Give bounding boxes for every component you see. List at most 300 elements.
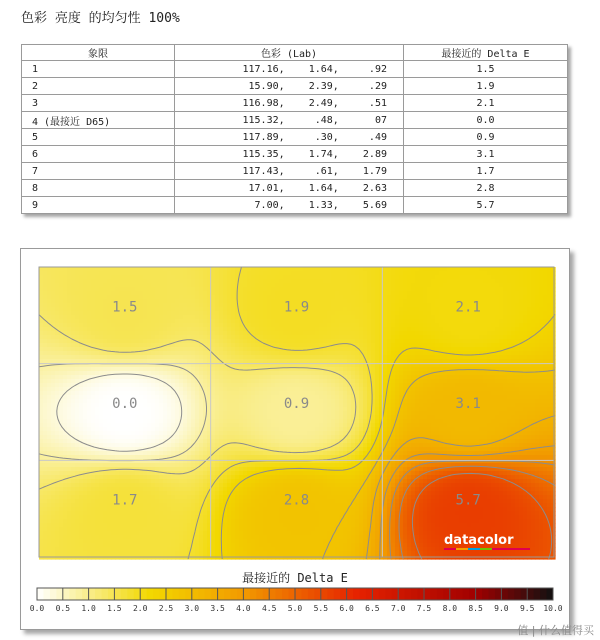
heat-cell <box>503 351 508 356</box>
heat-cell <box>395 331 400 336</box>
heat-cell <box>287 343 292 348</box>
heat-cell <box>399 391 404 396</box>
heat-cell <box>303 347 308 352</box>
heat-cell <box>435 343 440 348</box>
heat-cell <box>63 287 68 292</box>
heat-cell <box>455 339 460 344</box>
heat-cell <box>523 323 528 328</box>
heat-cell <box>499 287 504 292</box>
heat-cell <box>327 283 332 288</box>
heat-cell <box>299 291 304 296</box>
heat-cell <box>255 343 260 348</box>
heat-cell <box>247 387 252 392</box>
heat-cell <box>403 343 408 348</box>
heat-cell <box>415 283 420 288</box>
heat-cell <box>111 347 116 352</box>
heat-cell <box>319 371 324 376</box>
heat-cell <box>163 307 168 312</box>
heat-cell <box>135 331 140 336</box>
heat-cell <box>119 319 124 324</box>
heat-cell <box>323 327 328 332</box>
heat-cell <box>347 319 352 324</box>
heat-cell <box>51 359 56 364</box>
heat-cell <box>327 351 332 356</box>
heat-cell <box>199 403 204 408</box>
heat-cell <box>335 319 340 324</box>
heat-cell <box>451 355 456 360</box>
heat-cell <box>123 331 128 336</box>
heat-cell <box>175 419 180 424</box>
heat-cell <box>411 299 416 304</box>
heat-cell <box>451 339 456 344</box>
heat-cell <box>243 275 248 280</box>
heat-cell <box>139 323 144 328</box>
table-row <box>22 78 568 95</box>
heat-cell <box>339 407 344 412</box>
heat-cell <box>151 371 156 376</box>
heat-cell <box>471 391 476 396</box>
heat-cell <box>267 367 272 372</box>
heat-cell <box>351 323 356 328</box>
heat-cell <box>359 283 364 288</box>
heat-cell <box>443 339 448 344</box>
heat-cell <box>479 335 484 340</box>
heat-cell <box>467 383 472 388</box>
heat-cell <box>499 375 504 380</box>
heat-cell <box>447 267 452 272</box>
heat-cell <box>59 283 64 288</box>
heat-cell <box>315 323 320 328</box>
heat-cell <box>515 399 520 404</box>
heat-cell <box>183 279 188 284</box>
heat-cell <box>463 339 468 344</box>
heat-cell <box>123 327 128 332</box>
heat-cell <box>355 375 360 380</box>
heat-cell <box>231 379 236 384</box>
heat-cell <box>431 415 436 420</box>
heat-cell <box>419 343 424 348</box>
heat-cell <box>335 391 340 396</box>
heat-cell <box>327 403 332 408</box>
heat-cell <box>175 275 180 280</box>
heat-cell <box>287 287 292 292</box>
heat-cell <box>255 299 260 304</box>
heat-cell <box>183 307 188 312</box>
heat-cell <box>379 375 384 380</box>
heat-cell <box>263 311 268 316</box>
heat-cell <box>363 391 368 396</box>
heat-cell <box>51 295 56 300</box>
heat-cell <box>107 335 112 340</box>
heat-cell <box>331 299 336 304</box>
heat-cell <box>363 323 368 328</box>
heat-cell <box>211 387 216 392</box>
heat-cell <box>383 291 388 296</box>
heat-cell <box>511 315 516 320</box>
heat-cell <box>515 299 520 304</box>
heat-cell <box>331 283 336 288</box>
heat-cell <box>227 287 232 292</box>
heat-cell <box>519 375 524 380</box>
heat-cell <box>455 391 460 396</box>
heat-cell <box>211 411 216 416</box>
heat-cell <box>103 355 108 360</box>
heat-cell <box>375 347 380 352</box>
heat-cell <box>343 383 348 388</box>
heat-cell <box>539 287 544 292</box>
heat-cell <box>271 331 276 336</box>
heat-cell <box>107 367 112 372</box>
heat-cell <box>263 355 268 360</box>
heat-cell <box>315 379 320 384</box>
heat-cell <box>371 299 376 304</box>
heat-cell <box>507 279 512 284</box>
heat-cell <box>179 275 184 280</box>
heat-cell <box>111 271 116 276</box>
heat-cell <box>479 343 484 348</box>
heat-cell <box>511 267 516 272</box>
heat-cell <box>255 327 260 332</box>
heat-cell <box>447 295 452 300</box>
heat-cell <box>331 335 336 340</box>
heat-cell <box>327 331 332 336</box>
heat-cell <box>271 407 276 412</box>
heat-cell <box>307 279 312 284</box>
heat-cell <box>155 367 160 372</box>
heat-cell <box>263 383 268 388</box>
heat-cell <box>71 351 76 356</box>
heat-cell <box>547 295 552 300</box>
heat-cell <box>503 387 508 392</box>
heat-cell <box>167 391 172 396</box>
heat-cell <box>119 391 124 396</box>
heat-cell <box>359 319 364 324</box>
heat-cell <box>107 307 112 312</box>
heat-cell <box>147 379 152 384</box>
heat-cell <box>379 287 384 292</box>
heat-cell <box>251 283 256 288</box>
heat-cell <box>83 331 88 336</box>
heat-cell <box>399 375 404 380</box>
heat-cell <box>75 415 80 420</box>
heat-cell <box>343 279 348 284</box>
heat-cell <box>211 287 216 292</box>
heat-cell <box>515 339 520 344</box>
heat-cell <box>439 399 444 404</box>
heat-cell <box>491 323 496 328</box>
heat-cell <box>495 415 500 420</box>
heat-cell <box>495 299 500 304</box>
heat-cell <box>339 291 344 296</box>
heat-cell <box>175 347 180 352</box>
heat-cell <box>499 279 504 284</box>
heat-cell <box>99 387 104 392</box>
heat-cell <box>55 319 60 324</box>
heat-cell <box>423 331 428 336</box>
heat-cell <box>259 271 264 276</box>
heat-cell <box>107 319 112 324</box>
heat-cell <box>351 315 356 320</box>
heat-cell <box>371 335 376 340</box>
heat-cell <box>543 295 548 300</box>
heat-cell <box>463 287 468 292</box>
heat-cell <box>195 351 200 356</box>
heat-cell <box>479 319 484 324</box>
heat-cell <box>535 359 540 364</box>
heat-cell <box>499 331 504 336</box>
heat-cell <box>215 279 220 284</box>
heat-cell <box>247 379 252 384</box>
heat-cell <box>263 287 268 292</box>
heat-cell <box>215 307 220 312</box>
heat-cell <box>39 391 44 396</box>
heat-cell <box>51 387 56 392</box>
heat-cell <box>111 315 116 320</box>
cell-delta-e: 2.8 <box>404 180 568 197</box>
heat-cell <box>91 371 96 376</box>
heat-cell <box>431 359 436 364</box>
heat-cell <box>103 343 108 348</box>
heat-cell <box>411 267 416 272</box>
heat-cell <box>247 343 252 348</box>
heat-cell <box>99 327 104 332</box>
heat-cell <box>395 347 400 352</box>
heat-cell <box>255 379 260 384</box>
heat-cell <box>243 387 248 392</box>
heat-cell <box>223 367 228 372</box>
heat-cell <box>407 355 412 360</box>
heat-cell <box>67 371 72 376</box>
heat-cell <box>299 287 304 292</box>
heat-cell <box>235 391 240 396</box>
heat-cell <box>483 331 488 336</box>
heat-cell <box>163 271 168 276</box>
heat-cell <box>371 275 376 280</box>
heat-cell <box>223 275 228 280</box>
heat-cell <box>527 375 532 380</box>
heat-cell <box>363 403 368 408</box>
heat-cell <box>195 331 200 336</box>
heat-cell <box>219 283 224 288</box>
heat-cell <box>271 327 276 332</box>
heat-cell <box>223 283 228 288</box>
heat-cell <box>271 299 276 304</box>
heat-cell <box>163 327 168 332</box>
heat-cell <box>395 335 400 340</box>
heat-cell <box>411 399 416 404</box>
heat-cell <box>371 291 376 296</box>
heat-cell <box>503 283 508 288</box>
heat-cell <box>227 391 232 396</box>
heat-cell <box>467 355 472 360</box>
heat-cell <box>187 391 192 396</box>
heat-cell <box>95 279 100 284</box>
heat-cell <box>407 283 412 288</box>
heat-cell <box>371 319 376 324</box>
heat-cell <box>287 383 292 388</box>
heat-cell <box>491 335 496 340</box>
heat-cell <box>411 315 416 320</box>
heat-cell <box>423 271 428 276</box>
heat-cell <box>527 351 532 356</box>
heat-cell <box>539 311 544 316</box>
heat-cell <box>499 267 504 272</box>
heat-cell <box>291 339 296 344</box>
heat-cell <box>451 283 456 288</box>
heat-cell <box>407 319 412 324</box>
heat-cell <box>223 387 228 392</box>
heat-cell <box>355 395 360 400</box>
heat-cell <box>239 327 244 332</box>
heat-cell <box>267 407 272 412</box>
heat-cell <box>419 307 424 312</box>
heat-cell <box>275 271 280 276</box>
heat-cell <box>63 407 68 412</box>
heat-cell <box>483 343 488 348</box>
heat-cell <box>223 399 228 404</box>
heat-cell <box>211 367 216 372</box>
heat-cell <box>283 271 288 276</box>
heat-cell <box>319 351 324 356</box>
heat-cell <box>163 299 168 304</box>
heat-cell <box>115 367 120 372</box>
heat-cell <box>39 307 44 312</box>
heat-cell <box>487 343 492 348</box>
heat-cell <box>439 355 444 360</box>
heat-cell <box>527 399 532 404</box>
heat-cell <box>75 311 80 316</box>
heat-cell <box>107 415 112 420</box>
table-row <box>22 129 568 146</box>
heat-cell <box>335 331 340 336</box>
heat-cell <box>171 407 176 412</box>
heat-cell <box>427 315 432 320</box>
heat-cell <box>67 323 72 328</box>
heat-cell <box>323 323 328 328</box>
heat-cell <box>43 303 48 308</box>
heat-cell <box>327 319 332 324</box>
cell-delta-e: 3.1 <box>404 146 568 163</box>
heat-cell <box>447 415 452 420</box>
heat-cell <box>43 291 48 296</box>
heat-cell <box>319 295 324 300</box>
heat-cell <box>231 415 236 420</box>
heat-cell <box>103 339 108 344</box>
heat-cell <box>91 359 96 364</box>
heat-cell <box>459 287 464 292</box>
heat-cell <box>103 419 108 424</box>
heat-cell <box>467 279 472 284</box>
heat-cell <box>303 291 308 296</box>
heat-cell <box>63 403 68 408</box>
heat-cell <box>115 347 120 352</box>
heat-cell <box>115 287 120 292</box>
heat-cell <box>391 275 396 280</box>
heat-cell <box>47 307 52 312</box>
heat-cell <box>327 335 332 340</box>
heat-cell <box>263 371 268 376</box>
heat-cell <box>135 327 140 332</box>
heat-cell <box>415 359 420 364</box>
heat-cell <box>283 391 288 396</box>
cell-lab: 117.16, 1.64, .92 <box>175 61 404 78</box>
heat-cell <box>331 319 336 324</box>
heat-cell <box>403 367 408 372</box>
heat-cell <box>147 315 152 320</box>
heat-cell <box>51 407 56 412</box>
heat-cell <box>55 283 60 288</box>
heat-cell <box>291 371 296 376</box>
heat-cell <box>87 391 92 396</box>
heat-cell <box>379 403 384 408</box>
heat-cell <box>331 291 336 296</box>
heat-cell <box>127 355 132 360</box>
heat-cell <box>547 347 552 352</box>
heat-cell <box>59 295 64 300</box>
heat-cell <box>423 367 428 372</box>
heat-cell <box>519 379 524 384</box>
heat-cell <box>191 415 196 420</box>
heat-cell <box>451 315 456 320</box>
heat-cell <box>375 391 380 396</box>
heat-cell <box>63 343 68 348</box>
heat-cell <box>475 379 480 384</box>
heat-cell <box>127 419 132 424</box>
heat-cell <box>335 295 340 300</box>
heat-cell <box>51 355 56 360</box>
heat-cell <box>507 331 512 336</box>
heat-cell <box>491 295 496 300</box>
heat-cell <box>139 415 144 420</box>
heat-cell <box>275 295 280 300</box>
heat-cell <box>155 359 160 364</box>
heat-cell <box>379 371 384 376</box>
heat-cell <box>287 355 292 360</box>
heat-cell <box>279 279 284 284</box>
heat-cell <box>395 307 400 312</box>
heat-cell <box>471 315 476 320</box>
heat-cell <box>491 387 496 392</box>
heat-cell <box>539 379 544 384</box>
heat-cell <box>319 311 324 316</box>
heat-cell <box>163 347 168 352</box>
heat-cell <box>483 275 488 280</box>
heat-cell <box>231 311 236 316</box>
heat-cell <box>499 355 504 360</box>
heat-cell <box>47 391 52 396</box>
heat-cell <box>47 383 52 388</box>
heat-cell <box>139 379 144 384</box>
heat-cell <box>491 351 496 356</box>
heat-cell <box>111 323 116 328</box>
heat-cell <box>507 359 512 364</box>
heat-cell <box>63 347 68 352</box>
heat-cell <box>187 375 192 380</box>
heat-cell <box>67 319 72 324</box>
heat-cell <box>43 331 48 336</box>
heat-cell <box>447 375 452 380</box>
heat-cell <box>487 311 492 316</box>
heat-cell <box>251 391 256 396</box>
heat-cell <box>219 411 224 416</box>
heat-cell <box>87 307 92 312</box>
heat-cell <box>99 399 104 404</box>
heat-cell <box>391 371 396 376</box>
heat-cell <box>371 339 376 344</box>
heat-cell <box>63 315 68 320</box>
heat-cell <box>167 415 172 420</box>
heat-cell <box>267 395 272 400</box>
